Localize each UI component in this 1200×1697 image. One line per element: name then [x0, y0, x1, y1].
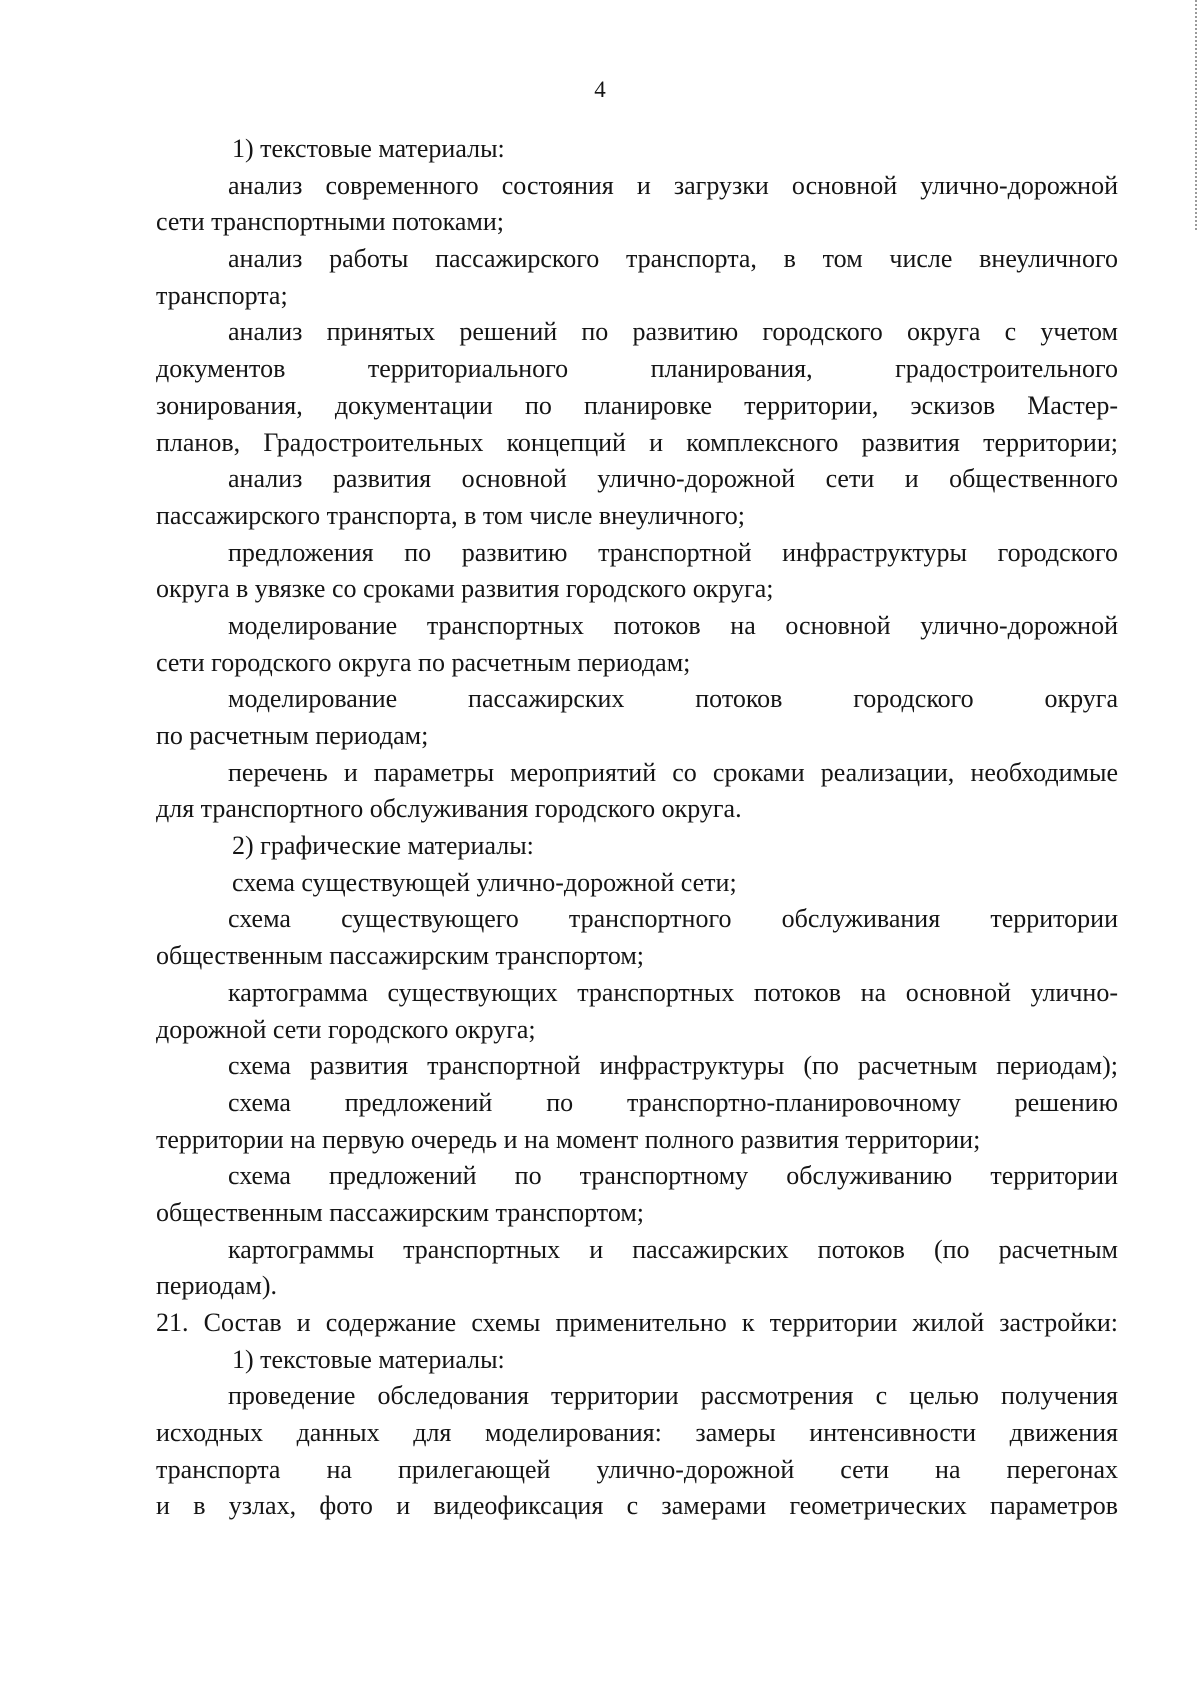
text-line: схема существующей улично-дорожной сети; — [232, 867, 737, 897]
text-line: предложения по развитию транспортной инфраструктуры городского — [228, 537, 1118, 567]
text-line: моделирование пассажирских потоков городского округа — [228, 684, 1118, 714]
text-line: общественным пассажирским транспортом; — [156, 941, 645, 971]
text-line: картограммы транспортных и пассажирских потоков (по расчетным — [228, 1234, 1118, 1264]
text-line: исходных данных для моделирования: замеры интенсивности движения — [156, 1418, 1118, 1448]
text-line: сети транспортными потоками; — [156, 207, 504, 237]
text-line: территории на первую очередь и на момент полного развития территории; — [156, 1124, 981, 1154]
text-line: пассажирского транспорта, в том числе внеуличного; — [156, 500, 745, 530]
text-line: анализ современного состояния и загрузки основной улично-дорожной — [228, 170, 1118, 200]
text-line: анализ принятых решений по развитию городского округа с учетом — [228, 317, 1118, 347]
text-line: периодам). — [156, 1271, 277, 1301]
text-line: дорожной сети городского округа; — [156, 1014, 536, 1044]
text-line: транспорта на прилегающей улично-дорожной сети на перегонах — [156, 1454, 1118, 1484]
text-line: транспорта; — [156, 280, 288, 310]
text-line: перечень и параметры мероприятий со сроками реализации, необходимые — [228, 757, 1118, 787]
text-line: по расчетным периодам; — [156, 721, 429, 750]
text-line: 2) графические материалы: — [232, 831, 534, 861]
text-line: и в узлах, фото и видеофиксация с замерами геометрических параметров — [156, 1491, 1118, 1521]
text-line: 21. Состав и содержание схемы применительно к территории жилой застройки: — [156, 1308, 1118, 1337]
page-number: 4 — [594, 77, 606, 102]
text-line: моделирование транспортных потоков на основной улично-дорожной — [228, 610, 1118, 640]
text-line: схема предложений по транспортному обслуживанию территории — [228, 1161, 1118, 1191]
text-line: анализ развития основной улично-дорожной сети и общественного — [228, 464, 1118, 494]
text-line: схема существующего транспортного обслуживания территории — [228, 904, 1118, 934]
text-line: зонирования, документации по планировке территории, эскизов Мастер- — [156, 390, 1118, 420]
document-body — [156, 131, 1118, 1525]
text-line: схема развития транспортной инфраструктуры (по расчетным периодам); — [228, 1051, 1118, 1081]
text-line: 1) текстовые материалы: — [232, 134, 505, 163]
text-line: для транспортного обслуживания городского округа. — [156, 794, 742, 824]
scan-edge-marks — [1191, 0, 1197, 230]
text-line: документов территориального планирования, градостроительного — [156, 354, 1118, 384]
text-line: округа в увязке со сроками развития городского округа; — [156, 574, 774, 604]
text-line: анализ работы пассажирского транспорта, в том числе внеуличного — [228, 244, 1118, 274]
text-line: общественным пассажирским транспортом; — [156, 1197, 645, 1227]
text-line: картограмма существующих транспортных потоков на основной улично- — [228, 977, 1118, 1007]
text-line: 1) текстовые материалы: — [232, 1344, 505, 1374]
text-line: планов, Градостроительных концепций и комплексного развития территории; — [156, 427, 1118, 457]
text-line: схема предложений по транспортно-планировочному решению — [228, 1087, 1118, 1117]
text-line: сети городского округа по расчетным периодам; — [156, 647, 691, 677]
text-line: проведение обследования территории рассмотрения с целью получения — [228, 1381, 1118, 1411]
